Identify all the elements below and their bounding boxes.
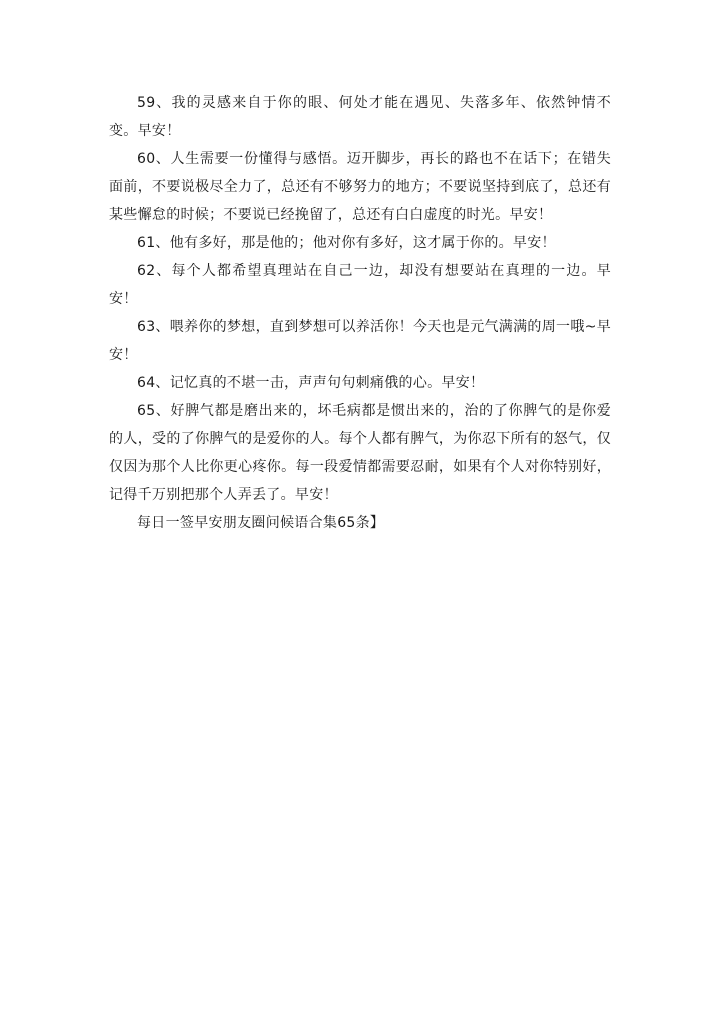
paragraph-59: 59、我的灵感来自于你的眼、何处才能在遇见、失落多年、依然钟情不变。早安！ bbox=[109, 95, 611, 139]
paragraph-61: 61、他有多好，那是他的；他对你有多好，这才属于你的。早安！ bbox=[137, 235, 556, 251]
document-page bbox=[109, 89, 611, 537]
paragraph-63: 63、喂养你的梦想，直到梦想可以养活你！今天也是元气满满的周一哦~早安！ bbox=[109, 319, 611, 363]
paragraph-60: 60、人生需要一份懂得与感悟。迈开脚步，再长的路也不在话下；在错失面前，不要说极尽全力了，总还有不够努力的地方；不要说坚持到底了，总还有某些懈怠的时候；不要说已经挽留了，总还有白白虚度的时光。早安！ bbox=[109, 151, 611, 223]
paragraph-65: 65、好脾气都是磨出来的，坏毛病都是惯出来的，治的了你脾气的是你爱的人，受的了你脾气的是爱你的人。每个人都有脾气，为你忍下所有的怒气，仅仅因为那个人比你更心疼你。每一段爱情都需要忍耐，如果有个人对你特别好，记得千万别把那个人弄丢了。早安！ bbox=[109, 403, 611, 503]
paragraph-64: 64、记忆真的不堪一击，声声句句刺痛俄的心。早安！ bbox=[137, 375, 485, 391]
paragraph-62: 62、每个人都希望真理站在自己一边，却没有想要站在真理的一边。早安！ bbox=[109, 263, 611, 307]
collection-footer: 每日一签早安朋友圈问候语合集65条】 bbox=[137, 515, 385, 531]
